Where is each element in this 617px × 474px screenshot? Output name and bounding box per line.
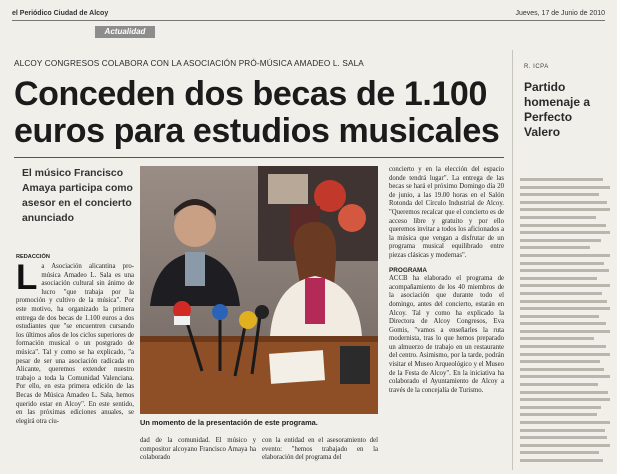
sidebar-text-line <box>520 353 610 356</box>
sidebar-text-line <box>520 292 602 295</box>
header-rule <box>12 20 605 21</box>
sidebar-faded-text <box>520 178 610 468</box>
sidebar-text-line <box>520 208 610 211</box>
sidebar-text-line <box>520 201 607 204</box>
drop-cap: L <box>16 258 38 297</box>
sidebar-text-line <box>520 246 590 249</box>
sidebar-text-line <box>520 398 610 401</box>
sidebar-text-line <box>520 444 610 447</box>
article-headline: Conceden dos becas de 1.100 euros para estudios musicales <box>14 75 500 150</box>
column-divider <box>512 50 513 470</box>
sidebar-text-line <box>520 413 597 416</box>
sidebar-tag: R. ICPA <box>524 64 549 70</box>
body-text-4b: ACCB ha elaborado el programa de acompañamiento de los 40 miembros de la asociación que durante todo el domingo, antes del concierto, estarán en Alcoy. Tal y como ha explicado la Directora de Alcoy Congresos, Eva Gomis, "vamos a enseñarles la ruta modernista, tras lo que hemos preparado un almuerzo de trabajo en un restaurante del centro. Asimismo, por la tarde, podrán visitar el Museo Arqueológico y el Museo de la Festa de Alcoy". En la iniciativa ha colaborado el Ayuntamiento de Alcoy a través de la concejalía de Turismo. <box>389 275 504 394</box>
sidebar-text-line <box>520 360 600 363</box>
sidebar-text-line <box>520 254 610 257</box>
body-text-1: a Asociación alicantina pro-música Amadeo L. Sala es una asociación cultural sin ánimo de lucro "que trabaja por la promoción y cultivo de la música". Por este motivo, ha organizado la primera entrega de dos becas de 1.100 euros a dos estudiantes que "se encuentren cursando los últimos años de los ciclos superiores de formación musical o un postgrado de música". Tal y como se ha explicado, "a pesar de ser una asociación radicada en Alicante, queremos extender nuestro trabajo a toda la Comunidad Valenciana. Por ello, en esta primera edición de las Becas de Música Amadeo L. Sala, hemos querido estar en Alcoy". En este sentido, en las próximas ediciones anuales, se elegirá otra ciu- <box>16 263 134 425</box>
sidebar-text-line <box>520 262 604 265</box>
sidebar-text-line <box>520 337 594 340</box>
sidebar-text-line <box>520 459 603 462</box>
byline: REDACCIÓN <box>16 254 50 260</box>
sidebar-text-line <box>520 330 610 333</box>
article-kicker: ALCOY CONGRESOS COLABORA CON LA ASOCIACIÓN PRÓ-MÚSICA AMADEO L. SALA <box>14 59 364 68</box>
sidebar-text-line <box>520 322 606 325</box>
body-text-4a: concierto y en la elección del espacio donde tendrá lugar". La entrega de las becas se hará el próximo Domingo día 20 de junio, a las 19.00 horas en el Salón Rotonda del Círculo Industrial de Alcoy. "Queremos recalcar que el concierto es de acceso libre y gratuito y por ello queremos invitar a todos los aficionados a la música que vengan a disfrutar de un programa musical equilibrado entre piezas clásicas y modernas". <box>389 166 504 259</box>
sidebar-text-line <box>520 277 597 280</box>
sidebar-text-line <box>520 178 603 181</box>
body-column-3: con la entidad en el asesoramiento del evento: "hemos trabajado en la elaboración del programa del <box>262 437 378 462</box>
section-tag: Actualidad <box>95 26 155 38</box>
sidebar-text-line <box>520 436 607 439</box>
sidebar-text-line <box>520 383 598 386</box>
sidebar-text-line <box>520 368 604 371</box>
body-column-4 <box>389 166 504 395</box>
sidebar-text-line <box>520 239 601 242</box>
sidebar-text-line <box>520 421 610 424</box>
sidebar-text-line <box>520 269 609 272</box>
sidebar-text-line <box>520 193 599 196</box>
sidebar-text-line <box>520 375 610 378</box>
newspaper-name: el Periódico Ciudad de Alcoy <box>12 10 109 17</box>
sidebar-text-line <box>520 224 606 227</box>
article-subhead: El músico Francisco Amaya participa como asesor en el concierto anunciado <box>22 168 133 224</box>
program-heading: PROGRAMA <box>389 266 427 274</box>
sidebar-text-line <box>520 406 601 409</box>
sidebar-text-line <box>520 216 596 219</box>
sidebar-text-line <box>520 186 610 189</box>
sidebar-text-line <box>520 429 605 432</box>
sidebar-text-line <box>520 315 599 318</box>
body-column-1 <box>16 258 134 426</box>
sidebar-text-line <box>520 307 610 310</box>
sidebar-text-line <box>520 391 608 394</box>
headline-rule <box>14 157 504 158</box>
sidebar-text-line <box>520 345 606 348</box>
photo-caption: Un momento de la presentación de este programa. <box>140 418 318 427</box>
sidebar-text-line <box>520 231 610 234</box>
photo-illustration <box>140 166 378 414</box>
sidebar-text-line <box>520 300 607 303</box>
body-column-2: dad de la comunidad. El músico y compositor alcoyano Francisco Amaya ha colaborado <box>140 437 256 462</box>
press-conference-photo <box>140 166 378 414</box>
issue-date: Jueves, 17 de Junio de 2010 <box>515 10 605 17</box>
sidebar-headline: Partido homenaje a Perfecto Valero <box>524 80 591 139</box>
sidebar-text-line <box>520 451 599 454</box>
sidebar-text-line <box>520 284 610 287</box>
